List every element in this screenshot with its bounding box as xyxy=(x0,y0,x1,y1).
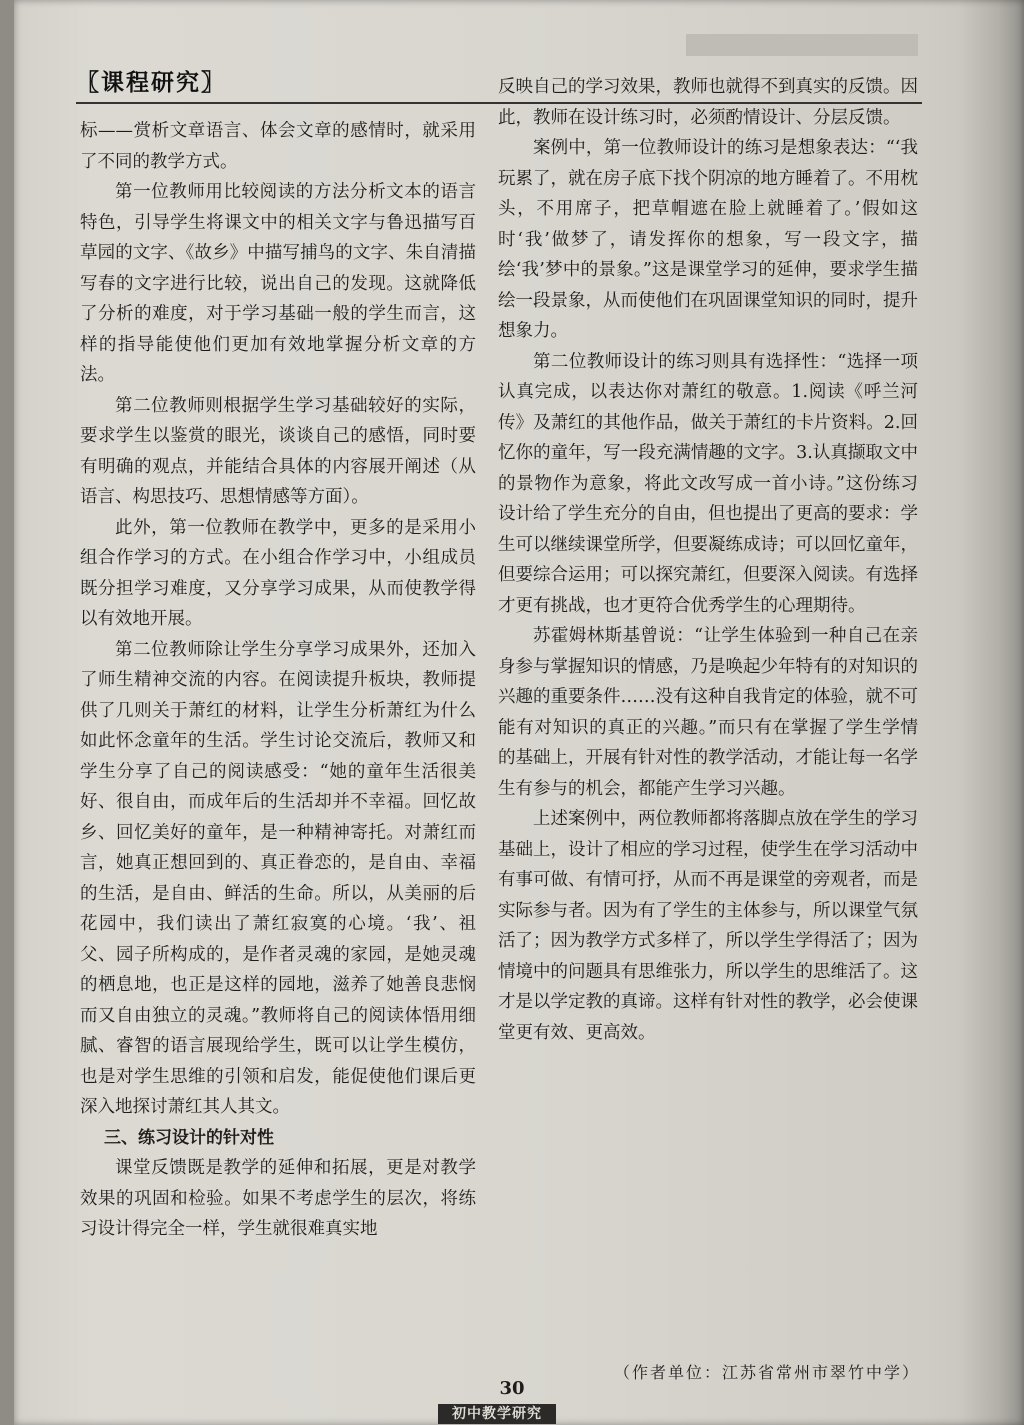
right-column xyxy=(498,72,918,1048)
paragraph: 第二位教师除让学生分享学习成果外，还加入了师生精神交流的内容。在阅读提升板块，教师提供了几则关于萧红的材料，让学生分析萧红为什么如此怀念童年的生活。学生讨论交流后，教师又和学生分享了自己的阅读感受：“她的童年生活很美好、很自由，而成年后的生活却并不幸福。回忆故乡、回忆美好的童年，是一种精神寄托。对萧红而言，她真正想回到的、真正眷恋的，是自由、幸福的生活，是自由、鲜活的生命。所以，从美丽的后花园中，我们读出了萧红寂寞的心境。‘我’、祖父、园子所构成的，是作者灵魂的家园，是她灵魂的栖息地，也正是这样的园地，滋养了她善良悲悯而又自由独立的灵魂。”教师将自己的阅读体悟用细腻、睿智的语言展现给学生，既可以让学生模仿，也是对学生思维的引领和启发，能促使他们课后更深入地探讨萧红其人其文。 xyxy=(80,639,476,1117)
page-fold-shadow xyxy=(960,0,1024,1425)
page-number: 30 xyxy=(499,1378,525,1399)
subheading: 三、练习设计的针对性 xyxy=(104,1127,274,1148)
paragraph: 上述案例中，两位教师都将落脚点放在学生的学习基础上，设计了相应的学习过程，使学生在学习活动中有事可做、有情可抒，从而不再是课堂的旁观者，而是实际参与者。因为有了学生的主体参与，所以课堂气氛活了；因为教学方式多样了，所以学生学得活了；因为情境中的问题具有思维张力，所以学生的思维活了。这才是以学定教的真谛。这样有针对性的教学，必会使课堂更有效、更高效。 xyxy=(498,809,918,1043)
paragraph: 此外，第一位教师在教学中，更多的是采用小组合作学习的方式。在小组合作学习中，小组成员既分担学习难度，又分享学习成果，从而使教学得以有效地开展。 xyxy=(80,517,476,629)
paragraph: 课堂反馈既是教学的延伸和拓展，更是对教学效果的巩固和检验。如果不考虑学生的层次，将练习设计得完全一样，学生就很难真实地 xyxy=(80,1158,476,1239)
paragraph: 第一位教师用比较阅读的方法分析文本的语言特色，引导学生将课文中的相关文字与鲁迅描写百草园的文字、《故乡》中描写捕鸟的文字、朱自清描写春的文字进行比较，说出自己的发现。这就降低了分析的难度，对于学习基础一般的学生而言，这样的指导能使他们更加有效地掌握分析文章的方法。 xyxy=(80,182,476,385)
paragraph: 苏霍姆林斯基曾说：“让学生体验到一种自己在亲身参与掌握知识的情感，乃是唤起少年特有的对知识的兴趣的重要条件……没有这种自我肯定的体验，就不可能有对知识的真正的兴趣。”而只有在掌握了学生学情的基础上，开展有针对性的教学活动，才能让每一名学生有参与的机会，都能产生学习兴趣。 xyxy=(498,626,918,799)
author-affiliation: （作者单位：江苏省常州市翠竹中学） xyxy=(613,1363,920,1382)
journal-name: 初中教学研究 xyxy=(438,1404,556,1424)
section-title: 〖课程研究〗 xyxy=(76,70,226,96)
header-decoration-bar xyxy=(686,34,918,56)
paragraph: 反映自己的学习效果，教师也就得不到真实的反馈。因此，教师在设计练习时，必须酌情设计、分层反馈。 xyxy=(498,77,918,128)
paragraph: 第二位教师设计的练习则具有选择性：“选择一项认真完成，以表达你对萧红的敬意。1.阅读《呼兰河传》及萧红的其他作品，做关于萧红的卡片资料。2.回忆你的童年，写一段充满情趣的文字。3.认真撷取文中的景物作为意象，将此文改写成一首小诗。”这份练习设计给了学生充分的自由，但也提出了更高的要求：学生可以继续课堂所学，但要凝练成诗；可以回忆童年，但要综合运用；可以探究萧红，但要深入阅读。有选择才更有挑战，也才更符合优秀学生的心理期待。 xyxy=(498,351,918,616)
paragraph: 案例中，第一位教师设计的练习是想象表达：“‘我玩累了，就在房子底下找个阴凉的地方睡着了。不用枕头，不用席子，把草帽遮在脸上就睡着了。’假如这时‘我’做梦了，请发挥你的想象，写一段文字，描绘‘我’梦中的景象。”这是课堂学习的延伸，要求学生描绘一段景象，从而使他们在巩固课堂知识的同时，提升想象力。 xyxy=(498,138,918,341)
left-column xyxy=(80,116,476,1245)
paragraph: 第二位教师则根据学生学习基础较好的实际，要求学生以鉴赏的眼光，谈谈自己的感悟，同时要有明确的观点，并能结合具体的内容展开阐述（从语言、构思技巧、思想情感等方面）。 xyxy=(80,395,476,507)
paragraph: 标——赏析文章语言、体会文章的感情时，就采用了不同的教学方式。 xyxy=(80,121,476,172)
